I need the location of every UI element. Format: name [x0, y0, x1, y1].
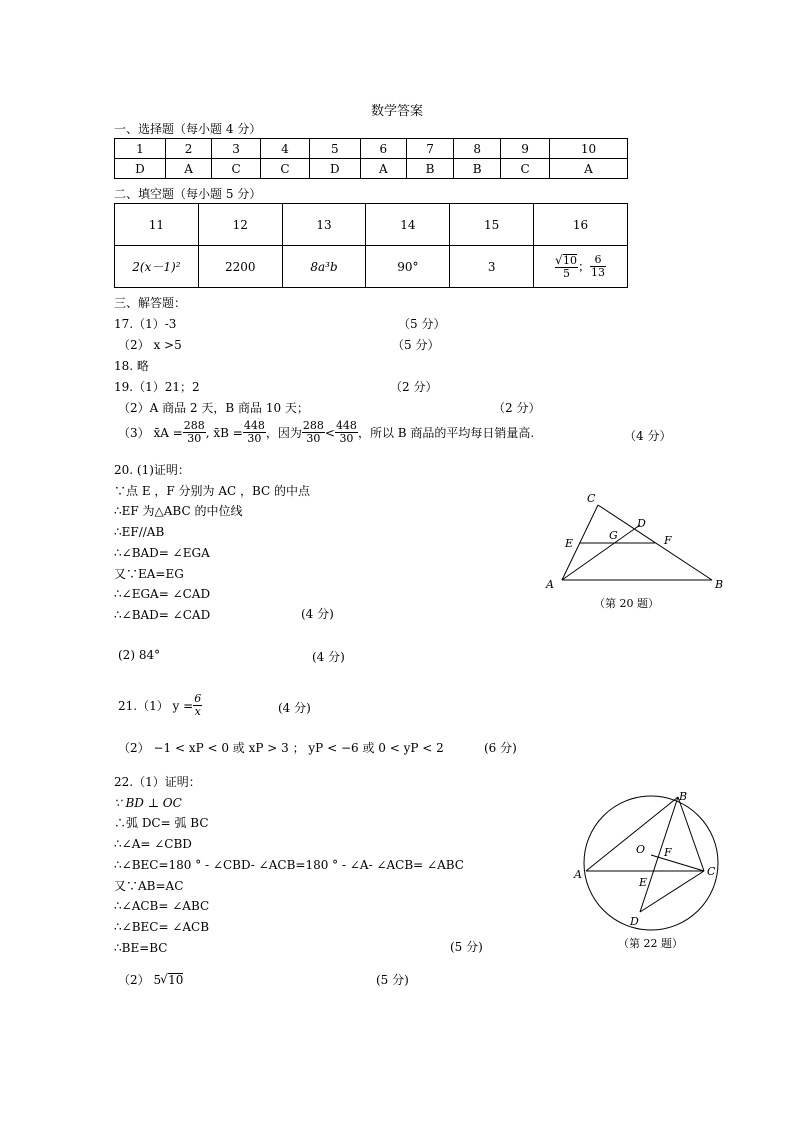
proof-line: ∴BE=BC [114, 940, 168, 955]
q17-part2: （2） x >5 [118, 338, 182, 352]
q20-part1-score: (4 分) [301, 607, 334, 621]
figure-caption: （第 20 题） [594, 597, 659, 610]
table-cell: 4 [261, 139, 310, 159]
answer-15: 3 [450, 246, 534, 288]
table-cell: 15 [450, 204, 534, 246]
fraction [183, 420, 206, 445]
q21-part2-score: (6 分) [484, 741, 517, 755]
table-cell: 11 [115, 204, 199, 246]
page-title: 数学答案 [370, 104, 423, 119]
segment-bc [678, 797, 704, 871]
table-cell: B [407, 159, 454, 179]
point-label: B [679, 790, 688, 803]
q17-part1: 17.（1）-3 [114, 317, 177, 331]
q17-part1-score: （5 分） [398, 317, 446, 331]
table-cell: 1 [115, 139, 166, 159]
less-than: < [324, 425, 335, 440]
proof-line: 20. (1)证明： [114, 463, 190, 477]
proof-line: ∴∠BEC= ∠ACB [114, 919, 210, 934]
table-cell: 6 [360, 139, 406, 159]
q22-proof [114, 772, 464, 958]
fraction [555, 254, 578, 280]
sqrt: √ 10 [563, 254, 577, 267]
answer-14: 90° [366, 246, 450, 288]
point-label: E [565, 537, 574, 550]
proof-line: 22.（1）证明： [114, 775, 201, 789]
table-cell: B [454, 159, 501, 179]
segment-ab [586, 797, 678, 871]
q19-part1-score: （2 分） [390, 380, 438, 394]
q19-conclusion: ，所以 B 商品的平均每日销量高. [357, 426, 535, 440]
table-cell: 13 [282, 204, 366, 246]
table-row [115, 204, 628, 246]
table-cell: 2 [165, 139, 211, 159]
q21-part1 [118, 693, 202, 718]
numerator: 448 [335, 419, 357, 432]
table-row [115, 139, 628, 159]
fraction [302, 420, 325, 445]
q18: 18. 略 [114, 359, 149, 373]
denominator: 13 [591, 266, 606, 279]
section3-heading: 三、解答题： [114, 296, 187, 310]
separator: ； [578, 259, 591, 273]
table-cell: A [549, 159, 627, 179]
denominator: 5 [563, 266, 571, 280]
point-label: B [715, 578, 724, 591]
q19-part1: 19.（1）21；2 [114, 380, 200, 394]
q19-part3-score: （4 分） [624, 429, 672, 443]
q20-triangle-figure [540, 490, 730, 615]
fill-answer-table [114, 203, 628, 288]
point-label: A [574, 868, 582, 881]
proof-line: ∴∠EGA= ∠CAD [114, 587, 211, 602]
segment-ad [562, 525, 640, 580]
table-cell: 9 [501, 139, 550, 159]
proof-line: ∴∠BAD= ∠EGA [114, 545, 210, 560]
denominator: 30 [247, 432, 262, 445]
q19-part2-score: （2 分） [493, 401, 541, 415]
point-label: C [587, 492, 596, 505]
denominator: x [194, 705, 201, 718]
q19-because: ，因为 [265, 426, 302, 440]
point-label: C [707, 865, 716, 878]
q19-part2: （2）A 商品 2 天，B 商品 10 天； [118, 401, 309, 415]
table-cell: 3 [212, 139, 261, 159]
proof-line: 又∵EA=EG [114, 566, 184, 581]
proof-line: ∴EF 为△ABC 的中位线 [114, 504, 243, 519]
denominator: 30 [306, 432, 321, 445]
q19-part3 [118, 420, 534, 445]
q22-circle-figure [568, 785, 733, 955]
fraction [335, 420, 358, 445]
numerator: 6 [194, 692, 202, 705]
segment-dc [640, 871, 704, 912]
table-cell: 5 [309, 139, 360, 159]
table-cell: D [309, 159, 360, 179]
q22-part1-score: (5 分) [450, 940, 483, 954]
denominator: 30 [339, 432, 354, 445]
q19-mean-b-label: , x̄B = [205, 425, 243, 440]
table-cell: C [261, 159, 310, 179]
point-label: D [637, 517, 646, 530]
table-cell: 14 [366, 204, 450, 246]
table-cell: A [360, 159, 406, 179]
point-label: F [664, 846, 672, 859]
q21-function-label: 21.（1） y = [118, 699, 194, 713]
denominator: 30 [187, 432, 202, 445]
fraction [590, 254, 606, 279]
answer-11: 2(x－1)² [115, 246, 199, 288]
table-cell: 16 [534, 204, 628, 246]
table-row [115, 159, 628, 179]
point-label: F [664, 534, 672, 547]
answer-12: 2200 [198, 246, 282, 288]
q22-answer-coefficient: （2） 5 [118, 973, 162, 987]
segment-oc [651, 855, 704, 871]
section2-heading: 二、填空题（每小题 5 分） [114, 187, 262, 201]
q19-mean-a-label: （3） x̄A = [118, 426, 183, 440]
table-cell: 7 [407, 139, 454, 159]
proof-line: 又∵AB=AC [114, 878, 184, 893]
numerator: 6 [590, 254, 606, 267]
proof-line: ∴弧 DC= 弧 BC [114, 816, 209, 831]
q22-part2 [118, 971, 183, 988]
proof-line: ∴∠ACB= ∠ABC [114, 899, 210, 914]
section1-heading: 一、选择题（每小题 4 分） [114, 122, 262, 136]
proof-line: ∴EF//AB [114, 525, 165, 540]
proof-line: ∴∠BEC=180 ° - ∠CBD- ∠ACB=180 ° - ∠A- ∠ACB= ∠ABC [114, 857, 464, 872]
proof-line: ∵点 E ，F 分别为 AC ，BC 的中点 [114, 483, 311, 498]
numerator: 288 [302, 419, 324, 432]
proof-line: ∴∠A= ∠CBD [114, 837, 192, 852]
point-label: E [639, 876, 648, 889]
q20-proof [114, 460, 310, 626]
proof-line: ∴∠BAD= ∠CAD [114, 607, 211, 622]
table-cell: C [212, 159, 261, 179]
table-cell: C [501, 159, 550, 179]
segment-bd [640, 797, 678, 912]
choice-answer-table [114, 138, 628, 179]
table-cell: 8 [454, 139, 501, 159]
answer-13: 8a³b [282, 246, 366, 288]
point-label: D [630, 915, 639, 928]
q20-part2-score: (4 分) [312, 650, 345, 664]
table-cell: D [115, 159, 166, 179]
sqrt: √ 10 [168, 973, 183, 986]
q21-part1-score: (4 分) [278, 701, 311, 715]
proof-line: ∵ BD ⊥ OC [114, 795, 182, 810]
fraction [243, 420, 266, 445]
table-cell: A [165, 159, 211, 179]
q21-part2: （2） −1 < xP < 0 或 xP > 3 ； yP < −6 或 0 < yP < 2 [118, 741, 444, 755]
answer-16 [534, 246, 628, 288]
table-cell: 10 [549, 139, 627, 159]
table-row [115, 246, 628, 288]
numerator: 288 [183, 419, 205, 432]
point-label: A [546, 578, 554, 591]
q17-part2-score: （5 分） [392, 338, 440, 352]
q20-part2: (2) 84° [118, 648, 161, 662]
q22-part2-score: (5 分) [376, 973, 409, 987]
figure-caption: （第 22 题） [618, 937, 683, 950]
numerator: 448 [243, 419, 265, 432]
point-label: G [609, 529, 618, 542]
table-cell: 12 [198, 204, 282, 246]
point-label: O [636, 843, 646, 856]
circle [584, 796, 718, 930]
fraction [193, 693, 202, 718]
